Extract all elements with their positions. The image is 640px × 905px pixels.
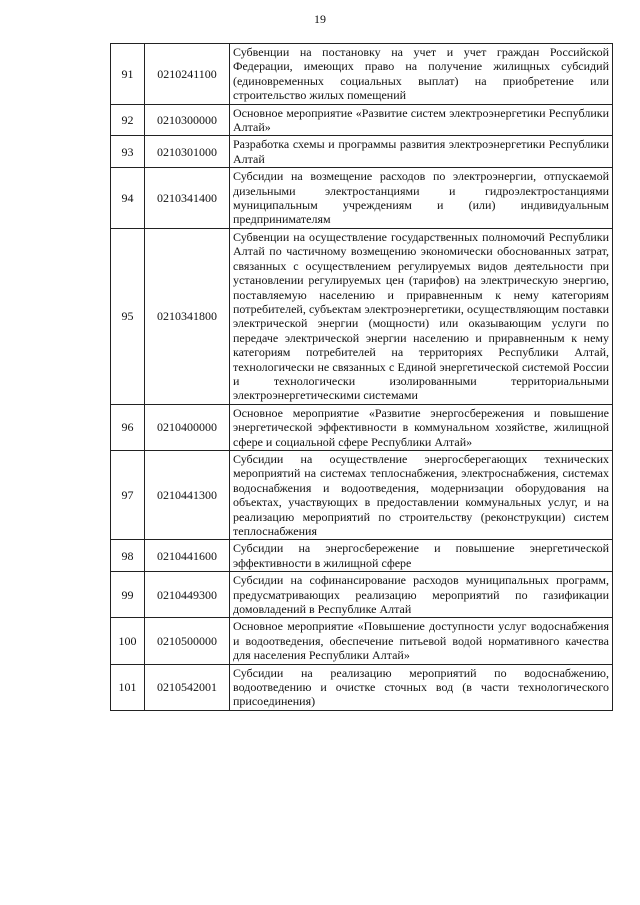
description-cell: Субвенции на постановку на учет и учет граждан Российской Федерации, имеющих право на получение жилищных субсидий (единовременных социальных выплат) на приобретение или строительство жилых помещений	[230, 44, 613, 105]
table-row	[111, 136, 613, 168]
row-number-cell: 92	[111, 104, 145, 136]
target-code-cell: 0210449300	[145, 572, 230, 618]
description-cell: Основное мероприятие «Повышение доступности услуг водоснабжения и водоотведения, обеспечение питьевой водой нормативного качества для населения Республики Алтай»	[230, 618, 613, 664]
table-row	[111, 450, 613, 539]
description-cell: Субсидии на возмещение расходов по электроэнергии, отпускаемой дизельными электростанциями и гидроэлектростанциями муниципальным учреждениям и (или) индивидуальным предпринимателям	[230, 168, 613, 229]
target-code-cell: 0210400000	[145, 404, 230, 450]
description-cell: Субсидии на реализацию мероприятий по водоснабжению, водоотведению и очистке сточных вод (в части технологического присоединения)	[230, 664, 613, 710]
target-code-cell: 0210241100	[145, 44, 230, 105]
row-number-cell: 94	[111, 168, 145, 229]
table-row	[111, 572, 613, 618]
row-number-cell: 95	[111, 228, 145, 404]
target-code-cell: 0210542001	[145, 664, 230, 710]
row-number-cell: 99	[111, 572, 145, 618]
row-number-cell: 93	[111, 136, 145, 168]
table-row	[111, 168, 613, 229]
target-code-cell: 0210441600	[145, 540, 230, 572]
table-row	[111, 228, 613, 404]
row-number-cell: 101	[111, 664, 145, 710]
row-number-cell: 96	[111, 404, 145, 450]
description-cell: Субсидии на софинансирование расходов муниципальных программ, предусматривающих реализацию мероприятий по газификации домовладений в Республике Алтай	[230, 572, 613, 618]
row-number-cell: 97	[111, 450, 145, 539]
table-row	[111, 404, 613, 450]
table-row	[111, 664, 613, 710]
description-cell: Субсидии на энергосбережение и повышение энергетической эффективности в жилищной сфере	[230, 540, 613, 572]
target-code-cell: 0210301000	[145, 136, 230, 168]
description-cell: Основное мероприятие «Развитие систем электроэнергетики Республики Алтай»	[230, 104, 613, 136]
page-number: 19	[314, 12, 326, 26]
target-code-cell: 0210341800	[145, 228, 230, 404]
row-number-cell: 98	[111, 540, 145, 572]
description-cell: Субсидии на осуществление энергосберегающих технических мероприятий на системах теплоснабжения, электроснабжения, системах водоснабжения и водоотведения, модернизации оборудования на объектах, участвующих в предоставлении коммунальных услуг, и на реализацию мероприятий по строительству (реконструкции) систем теплоснабжения	[230, 450, 613, 539]
target-code-cell: 0210441300	[145, 450, 230, 539]
description-cell: Основное мероприятие «Развитие энергосбережения и повышение энергетической эффективности в коммунальном хозяйстве, жилищной сфере и социальной сфере Республики Алтай»	[230, 404, 613, 450]
row-number-cell: 91	[111, 44, 145, 105]
table-row	[111, 44, 613, 105]
target-code-cell: 0210300000	[145, 104, 230, 136]
description-cell: Субвенции на осуществление государственных полномочий Республики Алтай по частичному возмещению экономически обоснованных затрат, связанных с осуществлением регулируемых видов деятельности при установлении регулируемых цен (тарифов) на электрическую энергию, поставляемую населению и приравненным к нему категориям потребителей, субъектам электроэнергетики, осуществляющим поставки электрической энергии (мощности) или оказывающим услуги по передаче электрической энергии населению и приравненным к нему категориям потребителей на территориях Республики Алтай, технологически не связанных с Единой энергетической системой России и технологически изолированными территориальными электроэнергетическими системами	[230, 228, 613, 404]
target-code-cell: 0210500000	[145, 618, 230, 664]
budget-classification-table	[110, 43, 613, 711]
target-code-cell: 0210341400	[145, 168, 230, 229]
description-cell: Разработка схемы и программы развития электроэнергетики Республики Алтай	[230, 136, 613, 168]
table-body	[111, 44, 613, 711]
table-row	[111, 104, 613, 136]
table-row	[111, 618, 613, 664]
row-number-cell: 100	[111, 618, 145, 664]
table-row	[111, 540, 613, 572]
